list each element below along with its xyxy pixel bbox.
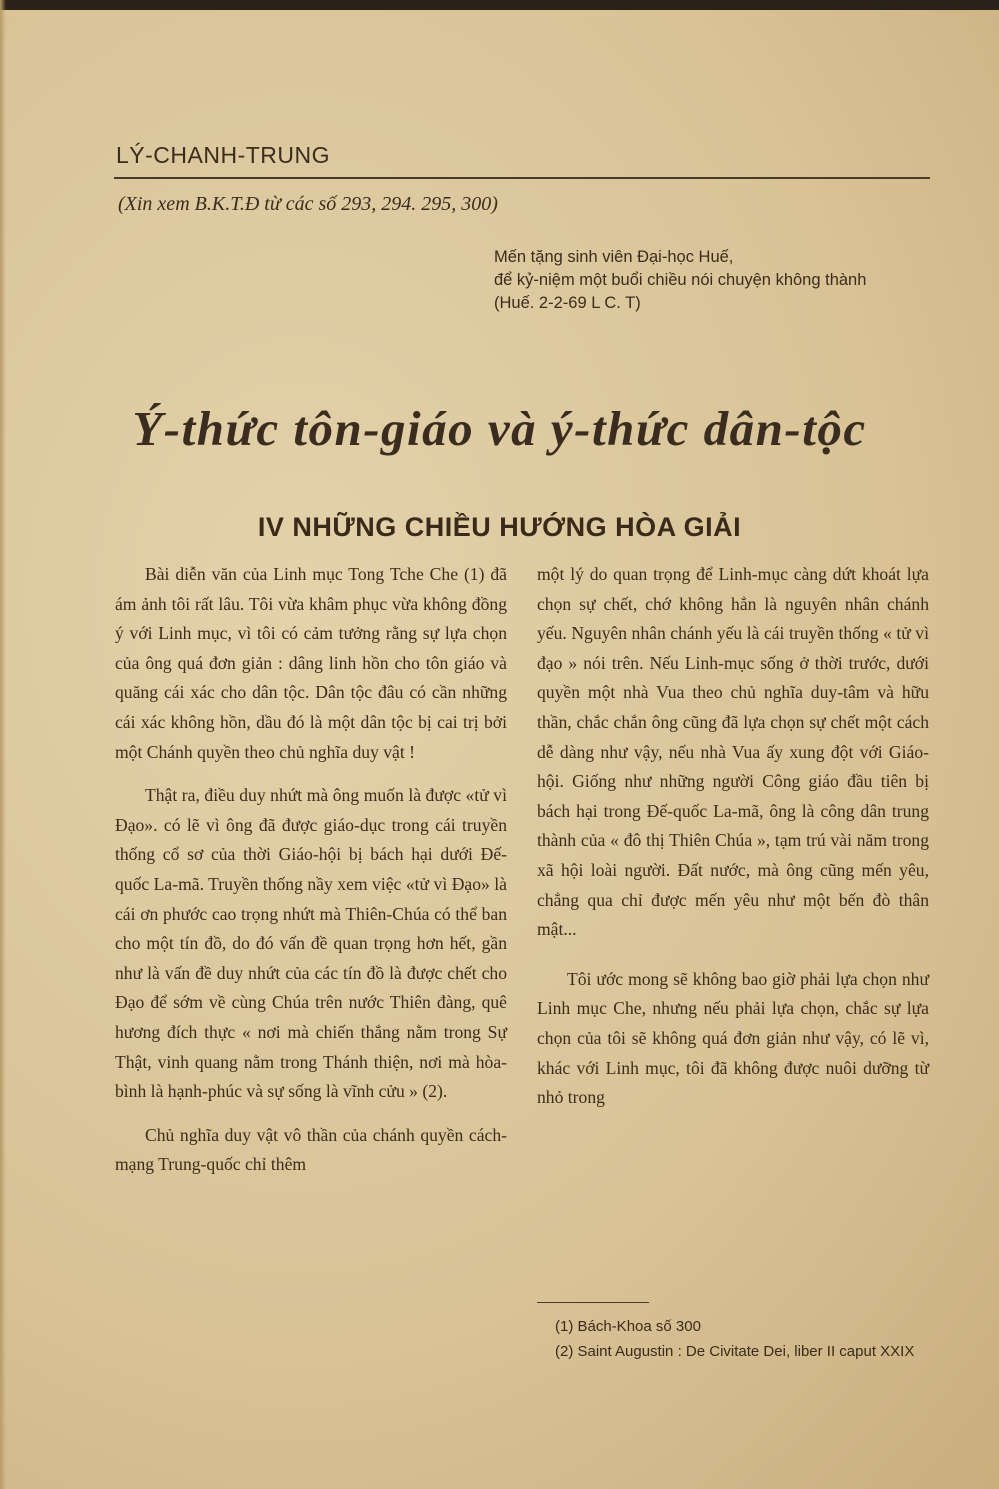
right-column (537, 560, 929, 1113)
dedication (494, 246, 866, 315)
paragraph: Tôi ước mong sẽ không bao giờ phải lựa chọn như Linh mục Che, nhưng nếu phải lựa chọn, chắc sự lựa chọn của tôi sẽ không quá đơn giản như vậy, có lẽ vì, khác với Linh mục, tôi đã không được nuôi dưỡng từ nhỏ trong (537, 968, 929, 1108)
footnote-rule (537, 1302, 649, 1303)
article-title: Ý-thức tôn-giáo và ý-thức dân-tộc (132, 401, 867, 456)
dedication-line: (Huế. 2-2-69 L C. T) (494, 294, 641, 312)
paragraph: Chủ nghĩa duy vật vô thần của chánh quyền cách-mạng Trung-quốc chỉ thêm (115, 1124, 507, 1175)
left-column (115, 560, 507, 1180)
footnote: (1) Bách-Khoa số 300 (555, 1318, 701, 1335)
dedication-line: để kỷ-niệm một buổi chiều nói chuyện không thành (494, 271, 867, 289)
page-left-edge (0, 0, 6, 1489)
section-heading: IV NHỮNG CHIỀU HƯỚNG HÒA GIẢI (257, 512, 742, 542)
page-top-edge (0, 0, 999, 10)
dedication-line: Mến tặng sinh viên Đại-học Huế, (494, 248, 734, 266)
footnote: (2) Saint Augustin : De Civitate Dei, liber II caput XXIX (555, 1343, 915, 1360)
paragraph: một lý do quan trọng để Linh-mục càng dứt khoát lựa chọn sự chết, chớ không hẳn là nguyên nhân chánh yếu. Nguyên nhân chánh yếu là cái truyền thống « tử vì đạo » nói trên. Nếu Linh-mục sống ở thời trước, dưới quyền một nhà Vua theo chủ nghĩa duy-tâm và hữu thần, chắc chắn ông cũng đã lựa chọn sự chết một cách dễ dàng như vậy, nếu nhà Vua ấy xung đột với Giáo-hội. Giống như những người Công giáo đầu tiên bị bách hại trong Đế-quốc La-mã, ông là công dân trung thành của « đô thị Thiên Chúa », tạm trú vài năm trong xã hội loài người. Đất nước, mà ông cũng mến yêu, chẳng qua chỉ được mến yêu như một bến đò thân mật... (537, 564, 929, 940)
series-reference: (Xin xem B.K.T.Đ từ các số 293, 294. 295, 300) (118, 193, 498, 215)
header-rule (114, 177, 930, 179)
paragraph: Thật ra, điều duy nhứt mà ông muốn là được «tử vì Đạo». có lẽ vì ông đã được giáo-dục trong cái truyền thống cổ sơ của thời Giáo-hội bị bách hại dưới Đế-quốc La-mã. Truyền thống nầy xem việc «tử vì Đạo» là cái ơn phước cao trọng nhứt mà Thiên-Chúa có thể ban cho một tín đồ, do đó vấn đề quan trọng hơn hết, gần như là vấn đề duy nhứt của các tín đồ là được chết cho Đạo để sớm về cùng Chúa trên nước Thiên đàng, quê hương đích thực « nơi mà chiến thắng nằm trong Sự Thật, vinh quang nằm trong Thánh thiện, nơi mà hòa-bình là hạnh-phúc và sự sống là vĩnh cửu » (2). (115, 785, 507, 1102)
author-name: LÝ-CHANH-TRUNG (116, 142, 330, 168)
paragraph: Bài diễn văn của Linh mục Tong Tche Che (1) đã ám ảnh tôi rất lâu. Tôi vừa khâm phục vừa không đồng ý với Linh mục, vì tôi có cảm tưởng rằng sự lựa chọn của ông quá đơn giản : dâng linh hồn cho tôn giáo và quăng cái xác cho dân tộc. Dân tộc đâu có cần những cái xác không hồn, dầu đó là một dân tộc bị cai trị bởi một Chánh quyền theo chủ nghĩa duy vật ! (115, 564, 507, 762)
footnotes (537, 1314, 937, 1364)
